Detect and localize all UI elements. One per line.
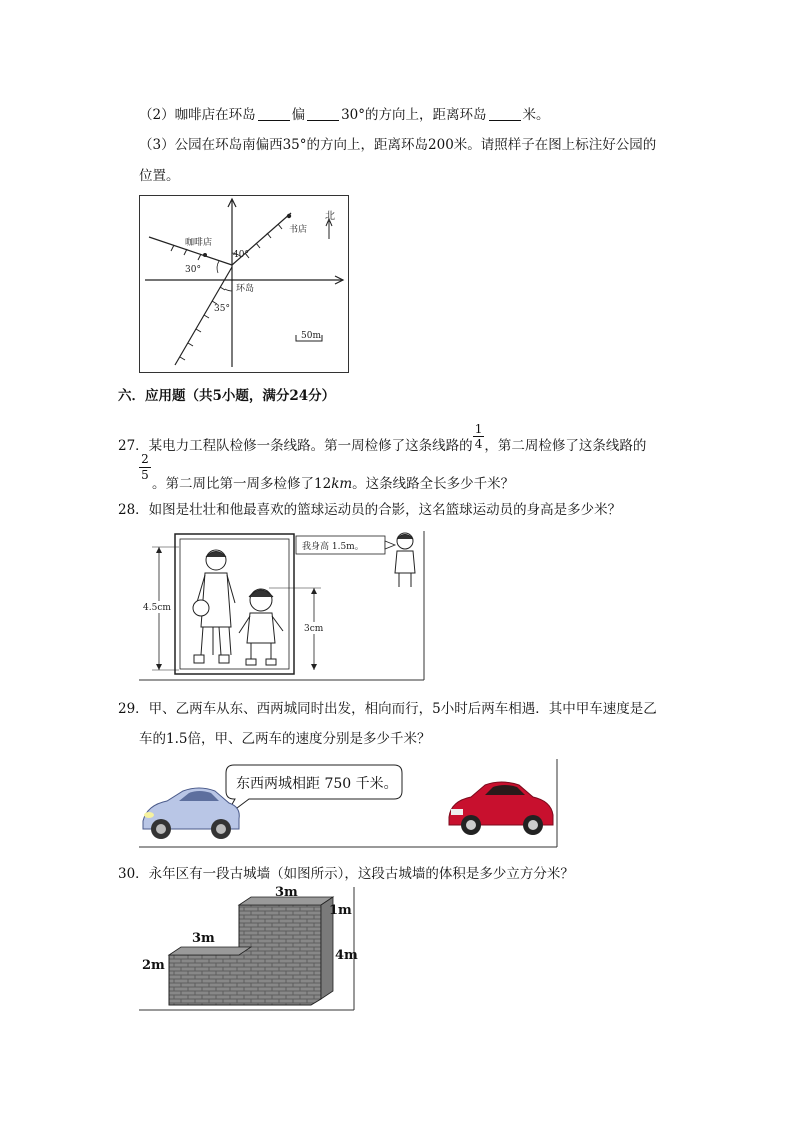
fraction-two-fifths: $\frac{2}{5}$	[139, 452, 151, 483]
map-label-cafe: 咖啡店	[185, 238, 213, 248]
map-label-bookstore: 书店	[289, 225, 308, 235]
map-angle-35: 35°	[214, 304, 230, 314]
boy-speech-text: 我身高 1.5m。	[302, 542, 364, 552]
wall-dim-right-top: 1m	[329, 903, 352, 918]
city-wall-figure	[139, 885, 358, 1011]
q27-line2: 。第二周比第一周多检修了12km。这条线路全长多少千米？	[152, 476, 515, 492]
boy-standing-illustration	[395, 533, 415, 587]
cars-figure	[139, 759, 558, 848]
distance-speech-text: 东西两城相距 750 千米。	[236, 776, 398, 792]
wall-dim-right: 4m	[335, 948, 358, 963]
q30-text: 30．永年区有一段古城墙（如图所示），这段古城墙的体积是多少立方分米？	[118, 866, 574, 882]
direction-map-figure	[139, 195, 349, 373]
q27-line1: 27．某电力工程队检修一条线路。第一周检修了这条线路的 $\frac{1}{4}$ ，第二周检修了这条线路的	[118, 422, 647, 454]
q26-part2: （2）咖啡店在环岛 偏 30°的方向上，距离环岛 米。	[139, 107, 550, 123]
direction-map-svg	[139, 195, 349, 373]
photo-figure	[139, 531, 425, 681]
map-label-north: 北	[325, 211, 335, 222]
height-label-boy: 3cm	[304, 624, 324, 634]
wall-dim-middle: 3m	[192, 931, 215, 946]
q29-line1: 29．甲、乙两车从东、西两城同时出发，相向而行，5小时后两车相遇．其中甲车速度是乙	[118, 701, 657, 717]
map-angle-40: 40°	[233, 250, 249, 260]
fraction-one-quarter: $\frac{1}{4}$	[474, 422, 483, 451]
q29-line2: 车的1.5倍，甲、乙两车的速度分别是多少千米？	[139, 731, 431, 747]
map-angle-30: 30°	[185, 265, 201, 275]
city-wall-svg	[139, 885, 358, 1011]
q28-text: 28．如图是壮壮和他最喜欢的篮球运动员的合影，这名篮球运动员的身高是多少米？	[118, 502, 622, 518]
map-scale-label: 50m	[301, 331, 321, 341]
answer-blank[interactable]	[489, 108, 521, 121]
q26-part3-line1: （3）公园在环岛南偏西35°的方向上，距离环岛200米。请照样子在图上标注好公园的	[139, 137, 657, 153]
silver-car-illustration	[143, 788, 239, 839]
cars-figure-svg	[139, 759, 558, 848]
answer-blank[interactable]	[307, 108, 339, 121]
wall-dim-top: 3m	[275, 885, 298, 900]
red-car-illustration	[449, 782, 553, 835]
map-label-roundabout: 环岛	[236, 284, 255, 294]
wall-dim-left: 2m	[142, 958, 165, 973]
height-label-player: 4.5cm	[143, 603, 171, 613]
section-6-heading: 六．应用题（共5小题，满分24分）	[118, 388, 336, 404]
answer-blank[interactable]	[258, 108, 290, 121]
photo-figure-svg	[139, 531, 425, 681]
q26-part3-line2: 位置。	[139, 168, 180, 184]
